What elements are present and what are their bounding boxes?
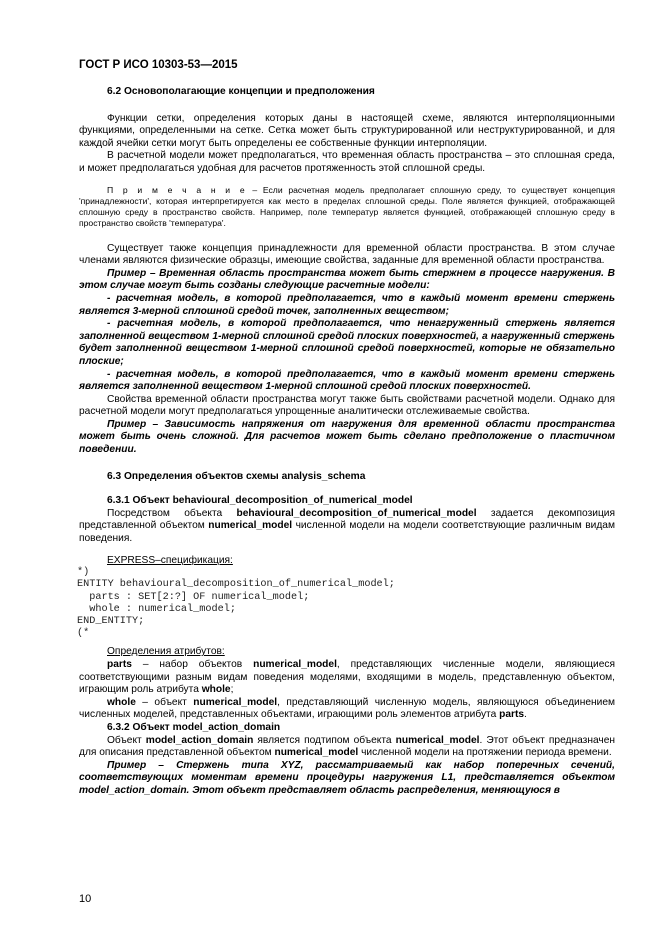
entity-name: model_action_domain: [145, 734, 254, 746]
section-6-3-2-title: 6.3.2 Объект model_action_domain: [107, 722, 281, 733]
section-6-3-2-paragraph: [79, 735, 615, 760]
attribute-name: parts: [499, 709, 525, 721]
section-6-2-paragraph-4: Свойства временной области пространства могут также быть свойствами расчетной модели. Однако для расчетной модели могут предполагаться упрощенные аналитически отслеживаемые свойства.: [79, 393, 615, 418]
entity-name: numerical_model: [208, 520, 293, 532]
text-run: . Этот объект предназначен для описания представленной объектом: [79, 734, 615, 759]
example-1-text: Временная область пространства может быть стержнем в процессе нагружения. В этом случае могут быть созданы следующие расчетные модели:: [79, 267, 615, 292]
example-2: [79, 419, 615, 457]
text-run: – набор объектов: [131, 659, 254, 671]
attribute-parts-definition: [79, 659, 615, 697]
text-run: задается декомпозиция представленной объектом: [79, 507, 615, 532]
entity-name: numerical_model: [193, 696, 278, 708]
attribute-name: whole: [107, 696, 136, 708]
attribute-name: whole: [201, 684, 231, 696]
section-6-3-1-title: 6.3.1 Объект behavioural_decomposition_of_numerical_model: [107, 495, 413, 507]
text-run: , представляющий численную модель, являющуюся объединением численных моделей, представленных объектами, играющими роль элементов атрибута: [79, 696, 616, 721]
text-run: численной модели на модели соответствующие различным видам поведения.: [79, 520, 615, 545]
document-header: ГОСТ Р ИСО 10303-53—2015: [79, 59, 238, 71]
note-label: П р и м е ч а н и е: [107, 184, 247, 195]
attribute-name: parts: [107, 659, 132, 671]
attribute-definitions-label-line: [79, 646, 615, 659]
section-6-2-paragraph-2: В расчетной модели может предполагаться, что временная область пространства – это сплошная среда, и может предполагаться удобная для расчетов протяженность этой сплошной среды.: [79, 150, 615, 174]
express-label: [79, 555, 615, 568]
example-2-text: Зависимость напряжения от нагружения для временной области пространства может быть очень сложной. Для расчетов может быть сделано предположение о пластичном поведении.: [79, 418, 615, 456]
section-6-3-1-paragraph: [79, 508, 615, 546]
example-1-label: Пример –: [107, 267, 156, 279]
note: [79, 185, 615, 229]
express-spec-label: EXPRESS–спецификация:: [107, 554, 233, 566]
entity-name: numerical_model: [395, 734, 480, 746]
entity-name: behavioural_decomposition_of_numerical_model: [236, 507, 477, 519]
text-run: численной модели на протяжении периода времени.: [358, 747, 612, 759]
text-run: .: [524, 709, 527, 721]
note-text: Если расчетная модель предполагает сплошную среду, то существует концепция 'принадлежности', которая интерпретируется как место в пределах сплошной среды. Поле является функцией, отображающей сплошную среду в пространство свойств. Например, поле температур является функцией, отображающей сплошную среду в пространство свойств 'температура'.: [79, 184, 616, 228]
text-run: Объект: [107, 734, 146, 746]
example-2-label: Пример –: [107, 418, 159, 430]
attribute-definitions-label: Определения атрибутов:: [107, 646, 225, 658]
express-code-block: *) ENTITY behavioural_decomposition_of_numerical_model; parts : SET[2:?] OF numerical_model; whole : numerical_model; END_ENTITY; (*: [77, 567, 395, 640]
entity-name: numerical_model: [253, 659, 337, 671]
text-run: – объект: [135, 696, 194, 708]
text-run: , представляющих численные модели, являющиеся соответствующими разным видам поведения моделями, входящими в модель, представленную объектом, играющим роль атрибута: [79, 659, 615, 696]
example-3: [79, 760, 615, 798]
page-number: 10: [79, 893, 92, 905]
text-run: является подтипом объекта: [253, 734, 396, 746]
attribute-whole-definition: [79, 697, 615, 722]
section-6-2-title: 6.2 Основополагающие концепции и предположения: [107, 86, 375, 97]
example-1-item: - расчетная модель, в которой предполагается, что в каждый момент времени стержень является заполненной веществом 1-мерной сплошной средой плоских поверхностей.: [79, 368, 615, 393]
example-3-label: Пример –: [107, 759, 164, 771]
note-dash: –: [246, 184, 263, 195]
page-content: [79, 86, 615, 798]
text-run: ;: [230, 684, 234, 696]
example-1: [79, 268, 615, 293]
section-6-3-title: 6.3 Определения объектов схемы analysis_schema: [107, 470, 366, 482]
text-run: Посредством объекта: [107, 507, 237, 519]
section-6-2-paragraph-3: Существует также концепция принадлежности для временной области пространства. В этом случае членами являются физические образцы, имеющие свойства, заданные для временной области пространства.: [79, 242, 615, 267]
entity-name: numerical_model: [274, 747, 359, 759]
example-1-item: - расчетная модель, в которой предполагается, что в каждый момент времени стержень является 3-мерной сплошной средой точек, заполненных веществом;: [79, 292, 615, 317]
example-3-text: Стержень типа XYZ, рассматриваемый как набор поперечных сечений, соответствующих моментам времени процедуры нагружения L1, представляется объектом model_action_domain. Этот объект представляет область распределения, меняющуюся в: [79, 759, 615, 796]
section-6-2-paragraph-1: Функции сетки, определения которых даны в настоящей схеме, являются интерполяционными функциями, определенными на сетке. Сетка может быть структурированной или неструктурированной, и для каждой ячейки сетки могут быть определены ее собственные функции интерполяции.: [79, 112, 615, 149]
example-1-item: - расчетная модель, в которой предполагается, что ненагруженный стержень является заполненной веществом 1-мерной сплошной средой плоских поверхностей, а нагруженный стержень будет заполненной веществом 1-мерной сплошной средой поверхностей, которые не обязательно плоские;: [79, 318, 615, 367]
